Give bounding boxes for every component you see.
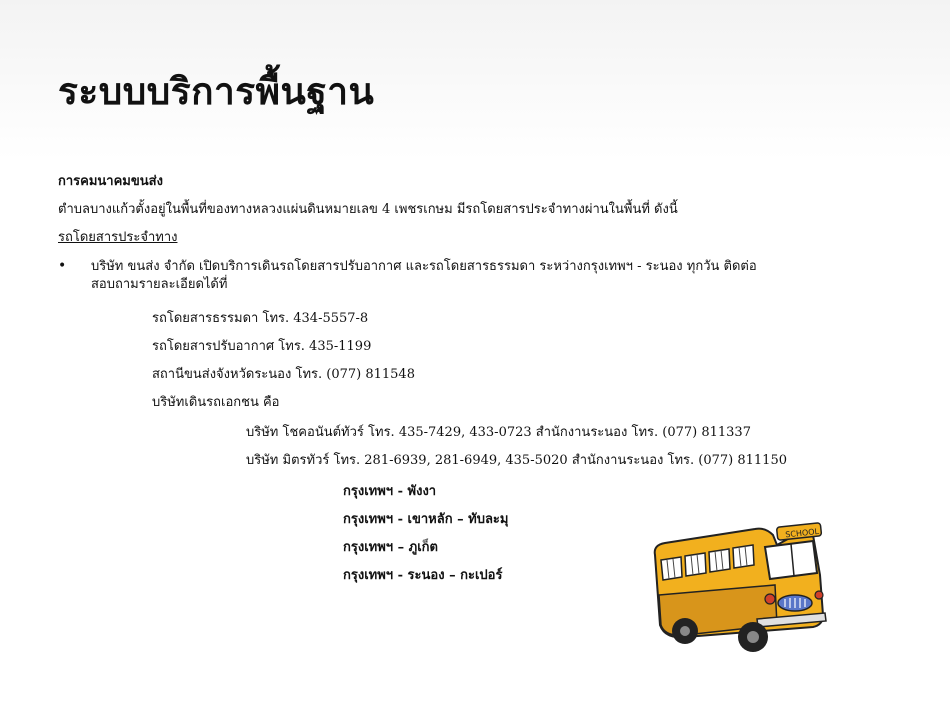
route-item: กรุงเทพฯ - พังงา xyxy=(343,484,437,499)
bullet-line-2: สอบถามรายละเอียดได้ที่ xyxy=(91,277,228,292)
bullet-dot: • xyxy=(58,258,67,274)
school-bus-illustration xyxy=(645,515,830,660)
bus-sign-text: SCHOOL xyxy=(784,526,820,540)
contact-item: บริษัทเดินรถเอกชน คือ xyxy=(152,395,280,410)
subheading: รถโดยสารประจำทาง xyxy=(58,230,178,245)
slide-title: ระบบบริการพื้นฐาน xyxy=(58,69,375,113)
route-item: กรุงเทพฯ - เขาหลัก – ทับละมุ xyxy=(343,512,509,527)
contact-item: รถโดยสารปรับอากาศ โทร. 435-1199 xyxy=(152,339,372,354)
contact-item: รถโดยสารธรรมดา โทร. 434-5557-8 xyxy=(152,311,369,326)
intro-text: ตำบลบางแก้วตั้งอยู่ในพื้นที่ของทางหลวงแผ่นดินหมายเลข 4 เพชรเกษม มีรถโดยสารประจำทางผ่านในพื้นที่ ดังนี้ xyxy=(58,202,678,217)
company-item: บริษัท โชคอนันต์ทัวร์ โทร. 435-7429, 433-0723 สำนักงานระนอง โทร. (077) 811337 xyxy=(246,425,751,440)
left-light xyxy=(765,594,775,604)
route-item: กรุงเทพฯ – ภูเก็ต xyxy=(343,540,438,555)
right-light xyxy=(815,591,823,599)
section-heading: การคมนาคมขนส่ง xyxy=(58,174,163,189)
contact-item: สถานีขนส่งจังหวัดระนอง โทร. (077) 811548 xyxy=(152,367,415,382)
bullet-line-1: บริษัท ขนส่ง จำกัด เปิดบริการเดินรถโดยสารปรับอากาศ และรถโดยสารธรรมดา ระหว่างกรุงเทพฯ - ระนอง ทุกวัน ติดต่อ xyxy=(91,259,757,274)
route-item: กรุงเทพฯ - ระนอง – กะเปอร์ xyxy=(343,568,503,583)
company-item: บริษัท มิตรทัวร์ โทร. 281-6939, 281-6949, 435-5020 สำนักงานระนอง โทร. (077) 811150 xyxy=(246,453,787,468)
